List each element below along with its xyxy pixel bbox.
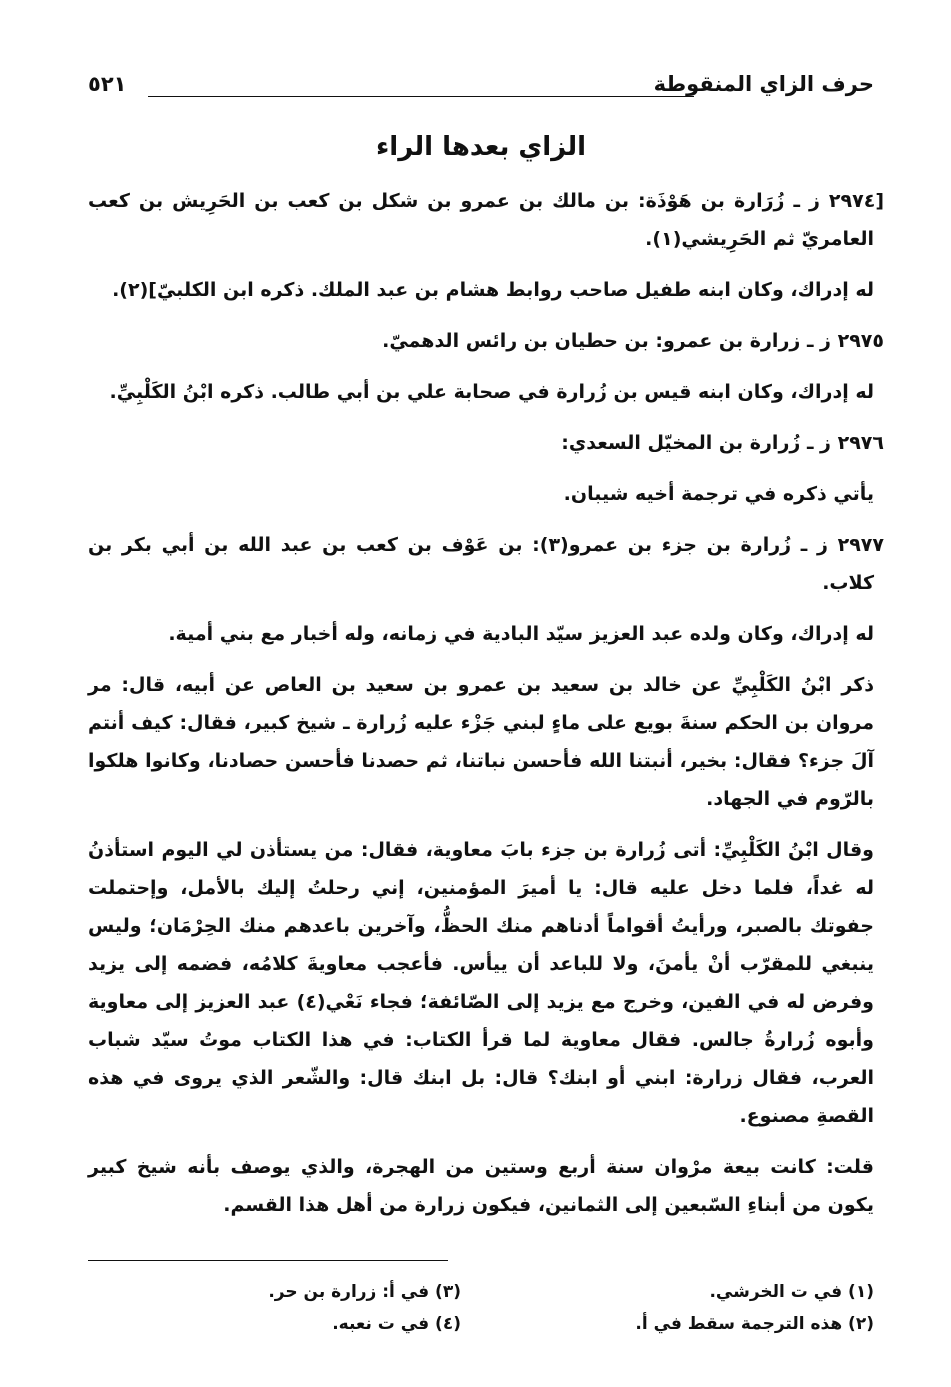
header-rule <box>148 96 694 97</box>
page-header <box>88 72 874 104</box>
page-number: ٥٢١ <box>88 72 127 96</box>
footnote-4: (٤) في ت نعبه. <box>332 1314 461 1334</box>
footnote-separator <box>88 1260 448 1261</box>
entry-2974-body: له إدراك، وكان ابنه طفيل صاحب روابط هشام بن عبد الملك. ذكره ابن الكلبيّ](٢). <box>112 279 874 301</box>
entry-2976-heading: ٢٩٧٦ ز ـ زُرارة بن المخيّل السعدي: <box>561 432 884 454</box>
running-title: حرف الزاي المنقوطة <box>653 72 874 96</box>
entry-2977-story-1: ذكر ابْنُ الكَلْبِيِّ عن خالد بن سعيد بن عمرو بن سعيد بن العاص عن أبيه، قال: مر مروان بن الحكم سنةَ بويع على ماءٍ لبني جَزْء عليه زُرارة ـ شيخ كبير، فقال: كيف أنتم آلَ جزء؟ فقال: بخير، أنبتنا الله فأحسن نباتنا، ثم حصدنا فأحسن حصادنا، وكانوا هلكوا بالرّوم في الجهاد. <box>88 674 874 810</box>
entry-2976-body: يأتي ذكره في ترجمة أخيه شيبان. <box>563 483 874 505</box>
section-title: الزاي بعدها الراء <box>376 132 586 162</box>
entry-2977-body: له إدراك، وكان ولده عبد العزيز سيّد البادية في زمانه، وله أخبار مع بني أمية. <box>168 623 874 645</box>
entry-2974-heading: [٢٩٧٤ ز ـ زُرَارة بن هَوْذَة: بن مالك بن عمرو بن شكل بن كعب بن الحَرِيش بن كعب العامريّ ثم الحَرِيشي(١). <box>88 190 884 250</box>
entry-2977-heading: ٢٩٧٧ ز ـ زُرارة بن جزء بن عمرو(٣): بن عَوْف بن كعب بن عبد الله بن أبي بكر بن كلاب. <box>88 534 884 594</box>
entry-2975-heading: ٢٩٧٥ ز ـ زرارة بن عمرو: بن حطيان بن رائس الدهميّ. <box>382 330 884 352</box>
entry-2977-story-2: وقال ابْنُ الكَلْبِيِّ: أتى زُرارة بن جزء بابَ معاوية، فقال: من يستأذن لي اليوم استأذنُ له غداً، فلما دخل عليه قال: يا أميرَ المؤمنين، إني رحلتُ إليك بالأمل، وإحتملت جفوتك بالصبر، ورأيتُ أقواماً أدناهم منك الحظُّ، وآخرين باعدهم منك الحِرْمَان؛ وليس ينبغي للمقرّب أنْ يأمنَ، ولا للباعد أن ييأس. فأعجب معاويةَ كلامُه، فضمه إلى يزيد وفرض له في الفين، وخرج مع يزيد إلى الصّائفة؛ فجاء نَعْي(٤) عبد العزيز إلى معاوية وأبوه زُرارةُ جالس. فقال معاوية لما قرأ الكتاب: في هذا الكتاب موتُ سيّد شباب العرب، فقال زرارة: ابني أو ابنك؟ قال: بل ابنك قال: والشّعر الذي يروى في هذه القصةِ مصنوع. <box>88 839 874 1127</box>
author-note: قلت: كانت بيعة مرْوان سنة أربع وستين من الهجرة، والذي يوصف بأنه شيخ كبير يكون من أبناءِ السّبعين إلى الثمانين، فيكون زرارة من أهل هذا القسم. <box>88 1156 874 1216</box>
footnote-3: (٣) في أ: زرارة بن حر. <box>268 1282 461 1302</box>
footnote-2: (٢) هذه الترجمة سقط في أ. <box>635 1314 874 1334</box>
body-text <box>88 182 884 1237</box>
book-page <box>88 64 884 1364</box>
entry-2975-body: له إدراك، وكان ابنه قيس بن زُرارة في صحابة علي بن أبي طالب. ذكره ابْنُ الكَلْبِيِّ. <box>109 381 874 403</box>
footnote-1: (١) في ت الخرشي. <box>709 1282 874 1302</box>
footnotes <box>88 1276 874 1340</box>
